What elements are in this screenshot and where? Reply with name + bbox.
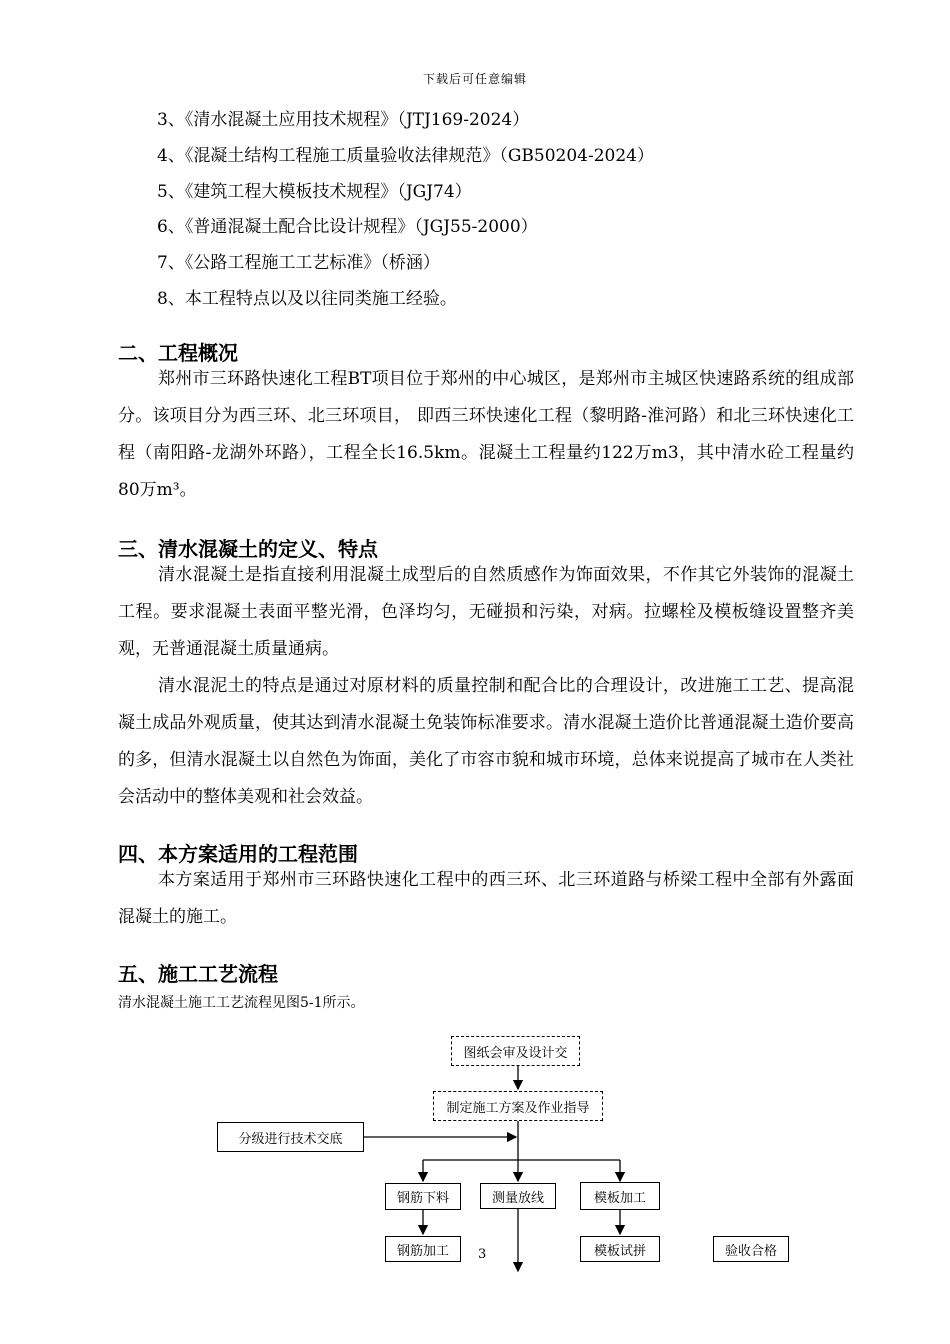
figure-caption: 清水混凝土施工工艺流程见图5-1所示。 (118, 995, 365, 1011)
reference-item: 4、《混凝土结构工程施工质量验收法律规范》（GB50204-2024） (157, 146, 654, 166)
overview-paragraph: 郑州市三环路快速化工程BT项目位于郑州的中心城区，是郑州市主城区快速路系统的组成部分。该项目分为西三环、北三环项目， 即西三环快速化工程（黎明路-淮河路）和北三环快速化工程（南阳路-龙湖外环路），工程全长16.5km。混凝土工程量约122万m3，其中清水砼工程量约80万m³。 (118, 369, 854, 500)
flow-box-technical-disclosure: 分级进行技术交底 (217, 1122, 364, 1152)
definition-paragraph: 清水混凝土是指直接利用混凝土成型后的自然质感作为饰面效果，不作其它外装饰的混凝土工程。要求混凝土表面平整光滑，色泽均匀，无碰损和污染，对病。拉螺栓及模板缝设置整齐美观，无普通混凝土质量通病。 (118, 565, 854, 659)
header-note: 下载后可任意编辑 (422, 72, 527, 86)
flow-box-formwork-trial: 模板试拼 (580, 1236, 660, 1262)
flow-box-construction-plan: 制定施工方案及作业指导 (433, 1091, 603, 1121)
flow-box-rebar-processing: 钢筋加工 (385, 1236, 461, 1262)
flow-box-rebar-cutting: 钢筋下料 (385, 1183, 461, 1210)
reference-item: 5、《建筑工程大模板技术规程》（JGJ74） (157, 182, 472, 202)
flow-box-design-review: 图纸会审及设计交 (451, 1036, 580, 1066)
flow-box-acceptance: 验收合格 (713, 1236, 789, 1262)
reference-item: 6、《普通混凝土配合比设计规程》（JGJ55-2000） (157, 217, 538, 237)
section-heading-process: 五、施工工艺流程 (118, 962, 278, 986)
section-heading-scope: 四、本方案适用的工程范围 (118, 842, 358, 866)
features-paragraph: 清水混泥土的特点是通过对原材料的质量控制和配合比的合理设计，改进施工工艺、提高混凝土成品外观质量，使其达到清水混凝土免装饰标准要求。清水混凝土造价比普通混凝土造价要高的多，但清水混凝土以自然色为饰面，美化了市容市貌和城市环境，总体来说提高了城市在人类社会活动中的整体美观和社会效益。 (118, 676, 854, 807)
section-heading-overview: 二、工程概况 (118, 341, 238, 365)
reference-item: 8、本工程特点以及以往同类施工经验。 (157, 289, 457, 309)
flow-box-survey-layout: 测量放线 (480, 1183, 556, 1209)
scope-paragraph: 本方案适用于郑州市三环路快速化工程中的西三环、北三环道路与桥梁工程中全部有外露面混凝土的施工。 (118, 870, 854, 927)
reference-item: 3、《清水混凝土应用技术规程》（JTJ169-2024） (157, 110, 530, 130)
page-number: 3 (478, 1247, 487, 1262)
flow-box-formwork-processing: 模板加工 (580, 1182, 660, 1210)
reference-item: 7、《公路工程施工工艺标准》（桥涵） (157, 253, 440, 273)
section-heading-definition: 三、清水混凝土的定义、特点 (118, 537, 378, 561)
